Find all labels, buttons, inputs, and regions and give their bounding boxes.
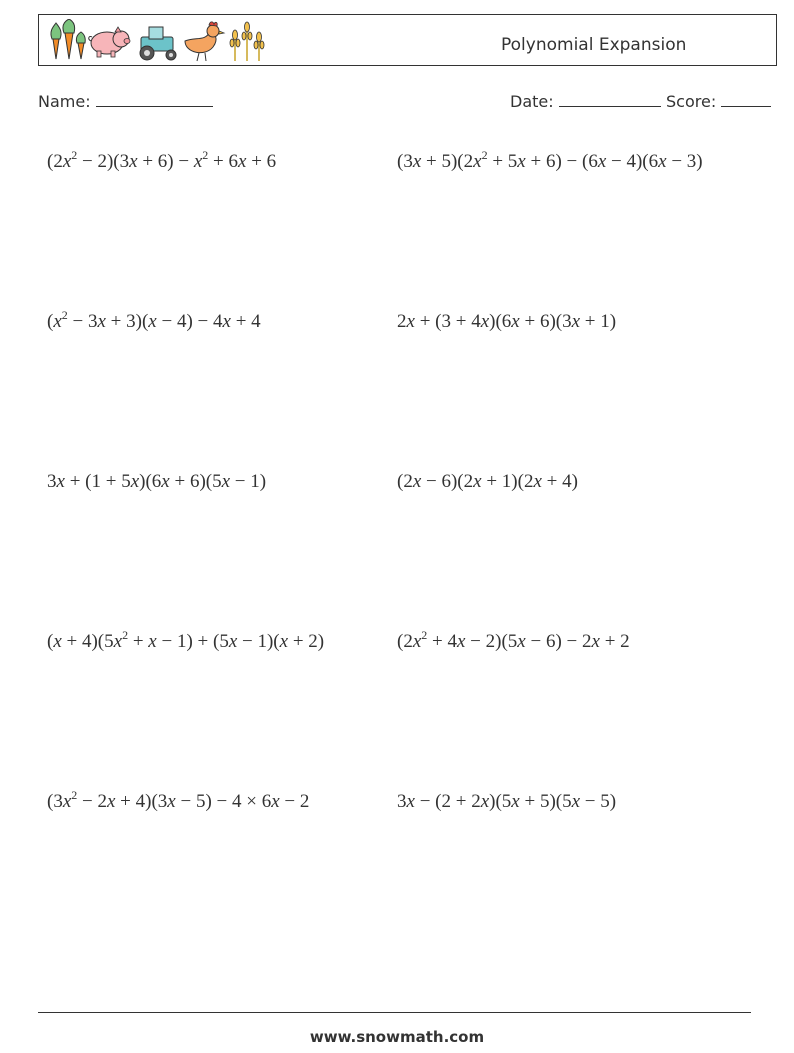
date-line[interactable]: [559, 92, 661, 107]
problem-3: $(x^2 - 3x + 3)(x - 4) - 4x + 4$: [47, 308, 261, 332]
carrots-icon: [51, 19, 85, 59]
problem-5: 3x + (1 + 5x)(6x + 6)(5x − 1): [47, 471, 267, 492]
problem-1: $(2x^2 - 2)(3x + 6) - x^2 + 6x + 6$: [47, 148, 277, 172]
score-line[interactable]: [721, 92, 771, 107]
name-line[interactable]: [96, 92, 213, 107]
problem-8: $(2x^2 + 4x - 2)(5x - 6) - 2x + 2$: [397, 628, 630, 652]
hen-icon: [185, 22, 224, 61]
problem-2: $(3x + 5)(2x^2 + 5x + 6) - (6x - 4)(6x - 3)$: [397, 148, 703, 172]
footer-url[interactable]: www.snowmath.com: [309, 1028, 485, 1046]
date-field: [510, 92, 661, 111]
score-field: [666, 92, 771, 111]
farm-icons: [45, 19, 265, 63]
problem-6: (2x − 6)(2x + 1)(2x + 4): [397, 471, 578, 492]
problem-4: 2x + (3 + 4x)(6x + 6)(3x + 1): [397, 311, 617, 332]
wheat-icon: [230, 22, 264, 61]
problem-9: $(3x^2 - 2x + 4)(3x - 5) - 4 \times 6x - 2$: [47, 788, 310, 812]
pig-icon: [89, 27, 130, 57]
date-label: Date:: [510, 92, 554, 111]
header-box: [38, 14, 777, 66]
problem-10: 3x − (2 + 2x)(5x + 5)(5x − 5): [397, 791, 617, 812]
footer-divider: [38, 1012, 751, 1013]
worksheet-title: Polynomial Expansion: [501, 35, 687, 55]
problem-7: $(x + 4)(5x^2 + x - 1) + (5x - 1)(x + 2)$: [47, 628, 325, 652]
name-field: [38, 92, 213, 111]
score-label: Score:: [666, 92, 717, 111]
tractor-icon: [140, 27, 176, 60]
name-label: Name:: [38, 92, 91, 111]
